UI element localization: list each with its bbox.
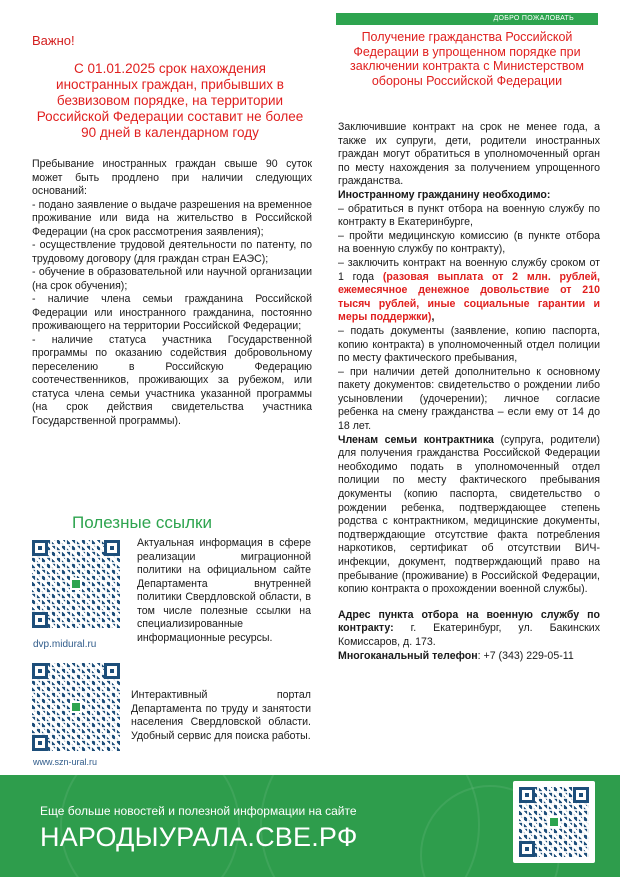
paragraph: Пребывание иностранных граждан свыше 90 суток может быть продлено при наличии следующих оснований:	[32, 158, 312, 197]
family-paragraph: Членам семьи контрактника (супруга, родители) для получения гражданства Российской Федерации необходимо подать в уполномоченный отдел полиции по месту фактического пребывания документы (копию паспорта, свидетельство о рождении ребенка, подтверждающее степень родства с контрактником, медицинские документы, подтверждающие отсутствие факта потребления наркотиков, сертификат об отсутствии ВИЧ-инфекции, документ, подтверждающий право на пребывание (проживание) в Российской Федерации, копию контракта о прохождении военной службы).	[338, 433, 600, 596]
highlight-text: С 01.01.2025 срок нахождения иностранных граждан, прибывших в безвизовом порядке, на территории Российской Федерации составит не более 90 дней в календарном году	[36, 61, 304, 140]
paragraph: - обучение в образовательной или научной организации (на срок обучения);	[32, 266, 312, 292]
link-dvp[interactable]: dvp.midural.ru	[33, 639, 97, 650]
important-label: Важно!	[32, 33, 75, 48]
paragraph: - наличие члена семьи гражданина Российской Федерации или иностранного гражданина, постоянно проживающего на территории Российской Федерации;	[32, 293, 312, 332]
qr-code-dvp[interactable]	[32, 540, 120, 628]
paragraph: - наличие статуса участника Государственной программы по оказанию содействия добровольному переселению в Российскую Федерацию соотечественников, проживающих за рубежом, или статуса члена семьи участника указанной программы (на срок действия свидетельства участника Государственной программы).	[32, 333, 312, 427]
payment-highlight: (разовая выплата от 2 млн. рублей, ежемесячное денежное довольствие от 210 тысяч рублей, иные социальные гарантии и меры поддержки)	[338, 270, 600, 324]
link-szn-description: Интерактивный портал Департамента по труду и занятости населения Свердловской области. Удобный сервис для поиска работы.	[131, 689, 311, 742]
need-heading: Иностранному гражданину необходимо:	[338, 188, 551, 201]
paragraph: - осуществление трудовой деятельности по патенту, по трудовому договору (для граждан стран ЕАЭС);	[32, 239, 312, 265]
link-dvp-description: Актуальная информация в сфере реализации миграционной политики на официальном сайте Департамента внутренней политики Свердловской области, в том числе полезные ссылки на специализированные информационные ресурсы.	[137, 537, 311, 644]
step-item: – подать документы (заявление, копию паспорта, копию контракта) в уполномоченный отдел полиции по месту фактического пребывания,	[338, 324, 600, 365]
right-title: Получение гражданства Российской Федерации в упрощенном порядке при заключении контракта с Министерством обороны Российской Федерации	[350, 30, 584, 88]
qr-code-szn[interactable]	[32, 663, 120, 751]
footer-small-text: Еще больше новостей и полезной информации на сайте	[40, 804, 357, 818]
step-item: – пройти медицинскую комиссию (в пункте отбора на военную службу по контракту),	[338, 229, 600, 256]
left-body-text	[32, 158, 312, 428]
step-item: – обратиться в пункт отбора на военную службу по контракту в Екатеринбурге,	[338, 202, 600, 229]
qr-code-footer[interactable]	[519, 787, 589, 857]
useful-links-title: Полезные ссылки	[72, 513, 212, 532]
intro-paragraph: Заключившие контракт на срок не менее года, а также их супруги, дети, родители иностранных граждан могут обратиться в уполномоченный орган по месту нахождения за получением упрощенного гражданства.	[338, 121, 600, 188]
link-szn[interactable]: www.szn-ural.ru	[33, 757, 98, 767]
topbar-label: ДОБРО ПОЖАЛОВАТЬ	[493, 15, 574, 22]
step-item: – заключить контракт на военную службу сроком от 1 года (разовая выплата от 2 млн. рублей, ежемесячное денежное довольствие от 210 тысяч рублей, иные социальные гарантии и меры поддержки),	[338, 256, 600, 324]
paragraph: - подано заявление о выдаче разрешения на временное проживание или вида на жительство в Российской Федерации (на срок рассмотрения заявления);	[32, 198, 312, 238]
footer-site-link[interactable]: НАРОДЫУРАЛА.СВЕ.РФ	[40, 822, 358, 852]
top-green-bar	[336, 13, 598, 25]
right-body-text	[338, 121, 600, 663]
address-paragraph: Адрес пункта отбора на военную службу по контракту: г. Екатеринбург, ул. Бакинских Комиссаров, д. 173.	[338, 608, 600, 648]
left-column-header	[26, 30, 314, 141]
phone-paragraph: Многоканальный телефон: +7 (343) 229-05-11	[338, 649, 574, 662]
step-item: – при наличии детей дополнительно к основному пакету документов: свидетельство о рождении либо усыновлении (удочерении); личное согласие ребенка на смену гражданства – если ему от 14 до 18 лет.	[338, 365, 600, 433]
